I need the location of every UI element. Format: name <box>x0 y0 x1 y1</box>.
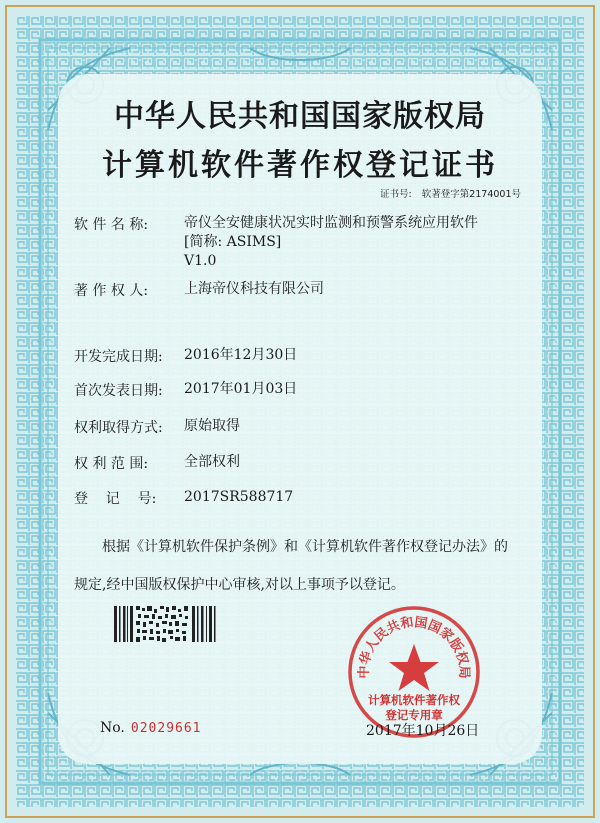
serial-number <box>100 720 202 736</box>
field-value: 2017SR588717 <box>184 489 294 505</box>
field-value: 上海帝仪科技有限公司 <box>184 281 324 297</box>
serial-value: 02029661 <box>130 721 202 736</box>
software-version-line: V1.0 <box>184 253 217 269</box>
cert-number <box>380 186 521 200</box>
cert-number-value: 软著登字第2174001号 <box>421 189 522 200</box>
serial-label: No. <box>100 720 125 736</box>
field-label: 软 件 名 称: <box>74 217 149 233</box>
body-line: 规定,经中国版权保护中心审核,对以上事项予以登记。 <box>74 577 405 593</box>
field-label: 权利取得方式: <box>74 420 163 436</box>
software-name-line: 帝仪全安健康状况实时监测和预警系统应用软件 <box>184 215 478 231</box>
field-label: 登 记 号: <box>74 491 157 507</box>
body-text <box>74 528 544 604</box>
body-line: 根据《计算机软件保护条例》和《计算机软件著作权登记办法》的 <box>102 539 508 555</box>
field-value: 原始取得 <box>184 418 240 434</box>
issuer-title: 中华人民共和国国家版权局 <box>114 99 486 134</box>
seal-star-icon <box>389 644 439 691</box>
field-label: 著 作 权 人: <box>74 283 149 299</box>
seal-line-1: 计算机软件著作权 <box>368 693 460 707</box>
field-label: 开发完成日期: <box>74 349 163 365</box>
field-value: 2017年01月03日 <box>184 381 298 397</box>
field-value: 2016年12月30日 <box>184 347 298 363</box>
field-value: 全部权利 <box>184 454 240 470</box>
certificate-title: 计算机软件著作权登记证书 <box>102 148 498 183</box>
issue-date: 2017年10月26日 <box>366 723 480 739</box>
field-value <box>184 214 478 271</box>
qr-barcode-icon <box>114 606 216 642</box>
field-label: 首次发表日期: <box>74 383 163 399</box>
software-abbrev-line: [简称: ASIMS] <box>184 234 282 250</box>
seal-line-2: 登记专用章 <box>385 708 443 722</box>
cert-number-label: 证书号: <box>380 189 412 200</box>
field-label: 权 利 范 围: <box>74 456 149 472</box>
seal-arc-text: 中华人民共和国国家版权局 <box>356 615 472 679</box>
